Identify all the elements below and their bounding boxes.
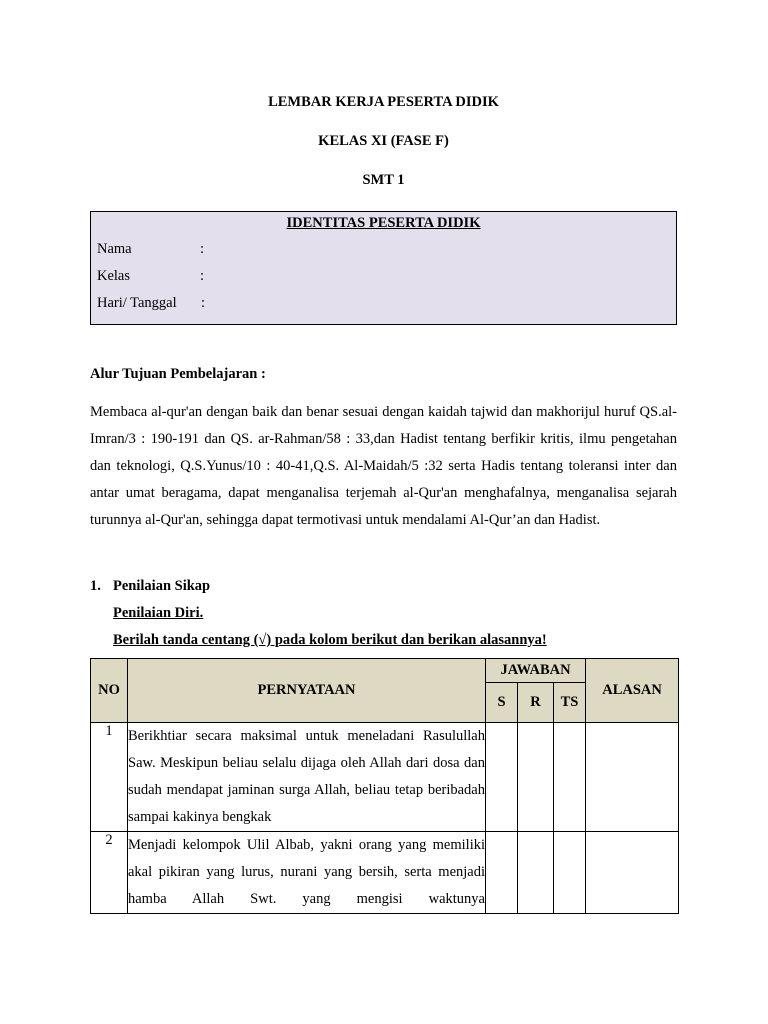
answer-cell-ts[interactable] bbox=[554, 832, 586, 914]
field-label: Nama bbox=[97, 241, 132, 257]
answer-cell-s[interactable] bbox=[486, 723, 518, 832]
worksheet-title: LEMBAR KERJA PESERTA DIDIK bbox=[268, 94, 499, 110]
header-answer: JAWABAN bbox=[486, 659, 586, 683]
row-statement: Menjadi kelompok Ulil Albab, yakni orang yang memiliki akal pikiran yang lurus, nurani yang bersih, serta menjadi hamba Allah Swt. yang mengisi waktunya bbox=[128, 832, 486, 914]
reason-cell[interactable] bbox=[586, 723, 679, 832]
header-reason: ALASAN bbox=[586, 659, 679, 723]
semester-line: SMT 1 bbox=[362, 172, 405, 188]
field-separator: : bbox=[200, 241, 205, 257]
identity-field-date bbox=[97, 295, 205, 312]
section-heading bbox=[90, 578, 210, 595]
objectives-paragraph: Membaca al-qur'an dengan baik dan benar sesuai dengan kaidah tajwid dan makhorijul huruf QS.al- Imran/3 : 190-191 dan QS. ar-Rahman/58 : 33,dan Hadist tentang berfikir kritis, ilmu pengetahan dan teknologi, Q.S.Yunus/10 : 40-41,Q.S. Al-Maidah/5 :32 serta Hadis tentang toleransi inter dan antar umat beragama, dapat menganalisa terjemah al-Qur'an menghafalnya, menganalisa sejarah turunnya al-Qur'an, sehingga dapat termotivasi untuk mendalami Al-Qur’an dan Hadist. bbox=[90, 404, 677, 528]
field-label: Hari/ Tanggal bbox=[97, 295, 177, 311]
class-line: KELAS XI (FASE F) bbox=[318, 133, 449, 149]
field-separator: : bbox=[200, 268, 205, 284]
objectives-label: Alur Tujuan Pembelajaran : bbox=[90, 366, 266, 382]
field-separator: : bbox=[201, 295, 206, 311]
identity-field-name bbox=[97, 241, 204, 258]
row-statement: Berikhtiar secara maksimal untuk meneladani Rasulullah Saw. Meskipun beliau selalu dijaga oleh Allah dari dosa dan sudah mendapat jaminan surga Allah, beliau tetap beribadah sampai kakinya bengkak bbox=[128, 723, 486, 832]
answer-cell-ts[interactable] bbox=[554, 723, 586, 832]
header-ts: TS bbox=[554, 683, 586, 723]
row-number: 2 bbox=[91, 832, 128, 914]
table-row bbox=[91, 723, 679, 832]
section-title: Penilaian Sikap bbox=[113, 578, 211, 594]
identity-title: IDENTITAS PESERTA DIDIK bbox=[286, 215, 481, 231]
answer-cell-s[interactable] bbox=[486, 832, 518, 914]
student-identity-box bbox=[90, 211, 677, 325]
self-assessment-table bbox=[90, 658, 679, 914]
reason-cell[interactable] bbox=[586, 832, 679, 914]
answer-cell-r[interactable] bbox=[518, 832, 554, 914]
field-label: Kelas bbox=[97, 268, 131, 284]
identity-field-class bbox=[97, 268, 204, 285]
section-subtitle: Penilaian Diri. bbox=[113, 605, 204, 621]
table-row bbox=[91, 832, 679, 914]
header-no: NO bbox=[91, 659, 128, 723]
answer-cell-r[interactable] bbox=[518, 723, 554, 832]
row-number: 1 bbox=[91, 723, 128, 832]
header-r: R bbox=[518, 683, 554, 723]
section-number: 1. bbox=[90, 578, 101, 594]
header-s: S bbox=[486, 683, 518, 723]
section-instruction: Berilah tanda centang (√) pada kolom berikut dan berikan alasannya! bbox=[113, 632, 547, 648]
header-statement: PERNYATAAN bbox=[128, 659, 486, 723]
